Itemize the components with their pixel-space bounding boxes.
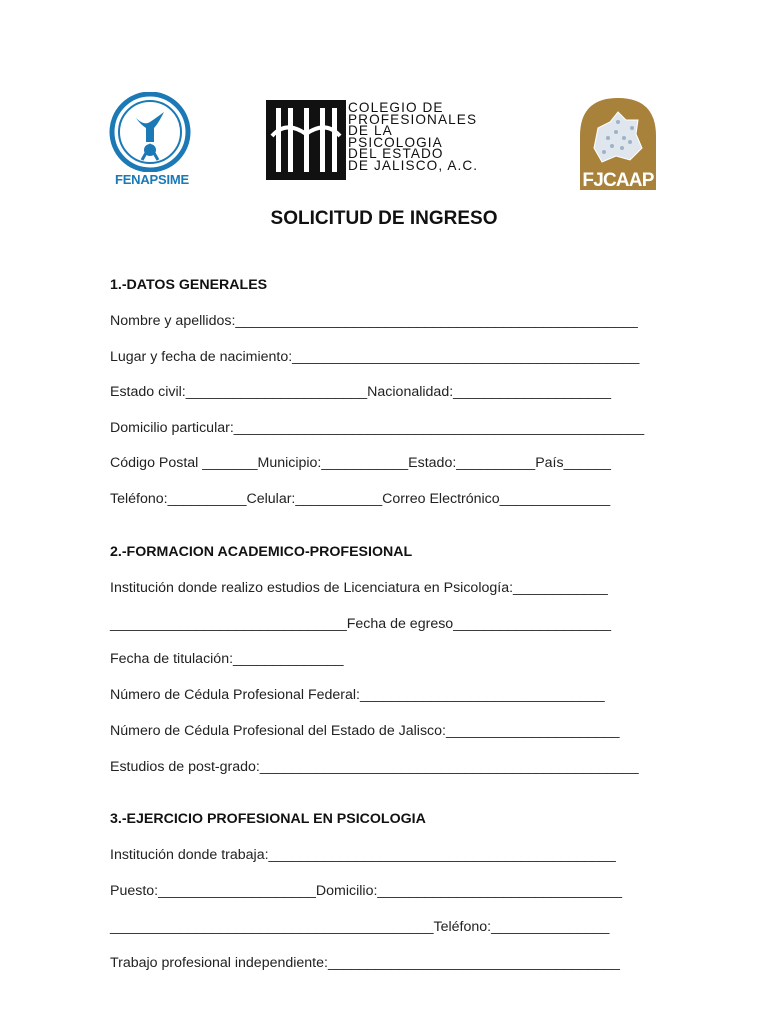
colegio-line: PROFESIONALES xyxy=(348,111,478,127)
fenapsime-label: FENAPSIME xyxy=(114,172,190,187)
field-institucion-licenciatura[interactable]: Institución donde realizo estudios de Licenciatura en Psicología:____________ xyxy=(110,580,608,596)
section-heading-datos-generales: 1.-DATOS GENERALES xyxy=(110,277,268,293)
field-cedula-federal[interactable]: Número de Cédula Profesional Federal:_______________________________ xyxy=(110,687,605,703)
section-heading-ejercicio: 3.-EJERCICIO PROFESIONAL EN PSICOLOGIA xyxy=(110,811,426,827)
colegio-emblem-icon xyxy=(266,100,346,180)
colegio-line: DE JALISCO, A.C. xyxy=(348,157,479,173)
form-title: SOLICITUD DE INGRESO xyxy=(270,208,498,229)
colegio-logo xyxy=(266,100,528,182)
colegio-line: COLEGIO DE xyxy=(348,100,444,115)
field-lugar-fecha-nacimiento[interactable]: Lugar y fecha de nacimiento:____________________________________________ xyxy=(110,349,640,365)
fjcaap-label: FJCAAP xyxy=(582,170,654,191)
colegio-line: PSICOLOGIA xyxy=(348,134,443,150)
fenapsime-logo xyxy=(108,92,196,192)
colegio-name xyxy=(348,102,478,172)
fjcaap-logo xyxy=(580,98,656,190)
field-puesto-domicilio[interactable]: Puesto:____________________Domicilio:_______________________________ xyxy=(110,883,623,899)
field-institucion-trabajo[interactable]: Institución donde trabaja:____________________________________________ xyxy=(110,847,616,863)
field-domicilio-particular[interactable]: Domicilio particular:____________________________________________________ xyxy=(110,420,645,436)
field-fecha-titulacion[interactable]: Fecha de titulación:______________ xyxy=(110,651,344,667)
field-nombre[interactable]: Nombre y apellidos:___________________________________________________ xyxy=(110,313,638,329)
field-fecha-egreso[interactable]: ______________________________Fecha de egreso____________________ xyxy=(110,616,611,632)
field-cedula-estatal[interactable]: Número de Cédula Profesional del Estado de Jalisco:______________________ xyxy=(110,723,620,739)
field-posgrado[interactable]: Estudios de post-grado:________________________________________________ xyxy=(110,759,639,775)
fenapsime-emblem-icon xyxy=(108,92,196,172)
field-estado-civil-nacionalidad[interactable]: Estado civil:_______________________Nacionalidad:____________________ xyxy=(110,384,611,400)
section-heading-formacion: 2.-FORMACION ACADEMICO-PROFESIONAL xyxy=(110,544,413,560)
field-trabajo-independiente[interactable]: Trabajo profesional independiente:_____________________________________ xyxy=(110,955,620,971)
field-direccion-telefono[interactable]: _________________________________________Teléfono:_______________ xyxy=(110,919,610,935)
field-telefono-celular-correo[interactable]: Teléfono:__________Celular:___________Correo Electrónico______________ xyxy=(110,491,611,507)
colegio-line: DE LA xyxy=(348,123,393,139)
colegio-line: DEL ESTADO xyxy=(348,146,444,162)
field-codigo-postal-municipio[interactable]: Código Postal _______Municipio:___________Estado:__________País______ xyxy=(110,455,611,471)
